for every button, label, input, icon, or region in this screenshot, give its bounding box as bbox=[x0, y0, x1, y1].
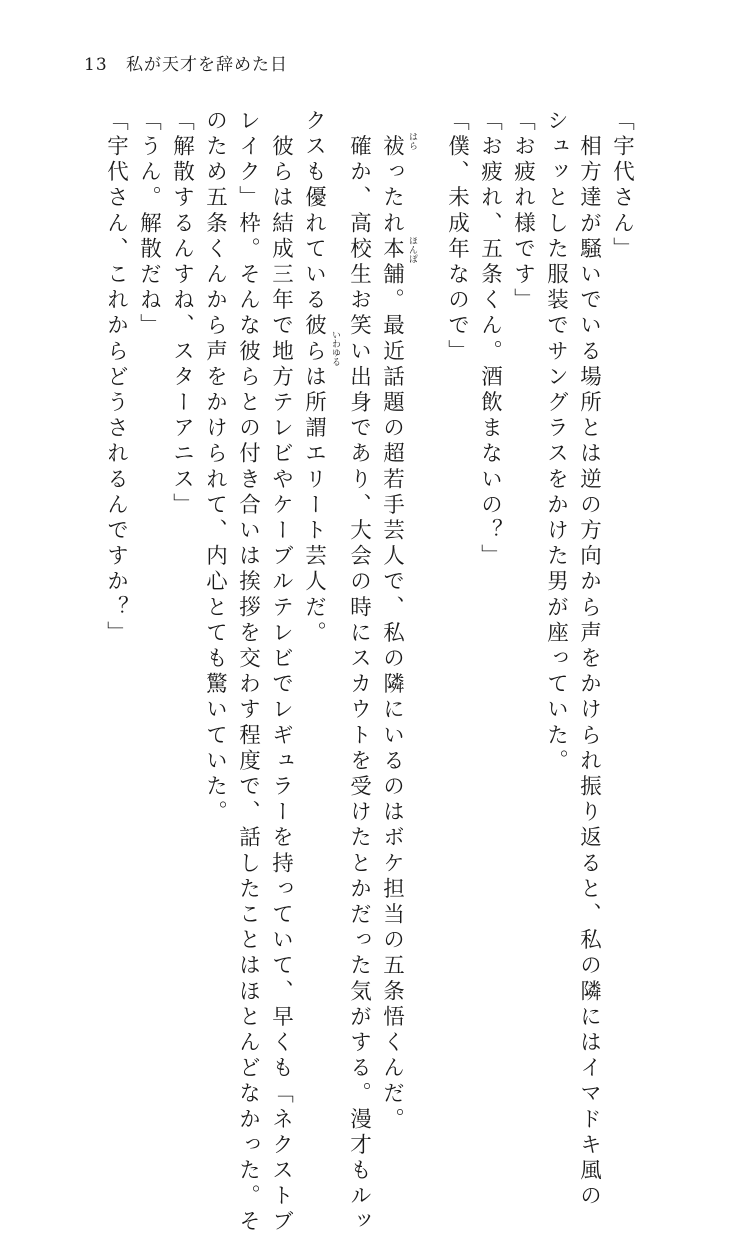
text-column: クスも優れている彼らは所謂エリート芸人だ。 bbox=[301, 109, 327, 647]
text-column: 確か、高校生お笑い出身であり、大会の時にスカウトを受けたとかだった気がする。漫才もルッ bbox=[346, 109, 372, 1235]
text-column: 「お疲れ様です」 bbox=[510, 109, 536, 314]
text-column: 彼らは結成三年で地方テレビやケーブルテレビでレギュラーを持っていて、早くも「ネクストブ bbox=[268, 109, 294, 1235]
text-column: 祓ったれ本舗。最近話題の超若手芸人で、私の隣にいるのはボケ担当の五条悟くんだ。 bbox=[379, 109, 405, 1133]
ruby-annotation: ほんぽ bbox=[407, 236, 417, 263]
text-column: 「僕、未成年なので」 bbox=[444, 109, 470, 365]
running-header bbox=[84, 50, 288, 75]
text-column: のため五条くんから声をかけられて、内心とても驚いていた。 bbox=[202, 109, 228, 826]
chapter-title: 私が天才を辞めた日 bbox=[126, 55, 289, 75]
ruby-annotation: いわゆる bbox=[330, 330, 340, 366]
text-column: 「解散するんすね、スターアニス」 bbox=[169, 109, 195, 519]
ruby-annotation: はら bbox=[407, 132, 417, 150]
text-column: シュッとした服装でサングラスをかけた男が座っていた。 bbox=[543, 109, 569, 775]
text-column: 「うん。解散だね」 bbox=[136, 109, 162, 340]
page-number: 13 bbox=[84, 55, 108, 75]
text-column: 相方達が騒いでいる場所とは逆の方向から声をかけられ振り返ると、私の隣にはイマドキ風の bbox=[576, 109, 602, 1210]
text-column: レイク」枠。そんな彼らとの付き合いは挨拶を交わす程度で、話したことはほとんどなかった。そ bbox=[235, 109, 261, 1235]
text-column: 「宇代さん」 bbox=[609, 109, 635, 263]
text-column: 「お疲れ、五条くん。酒飲まないの？」 bbox=[477, 109, 503, 570]
text-column: 「宇代さん、これからどうされるんですか？」 bbox=[103, 109, 129, 647]
